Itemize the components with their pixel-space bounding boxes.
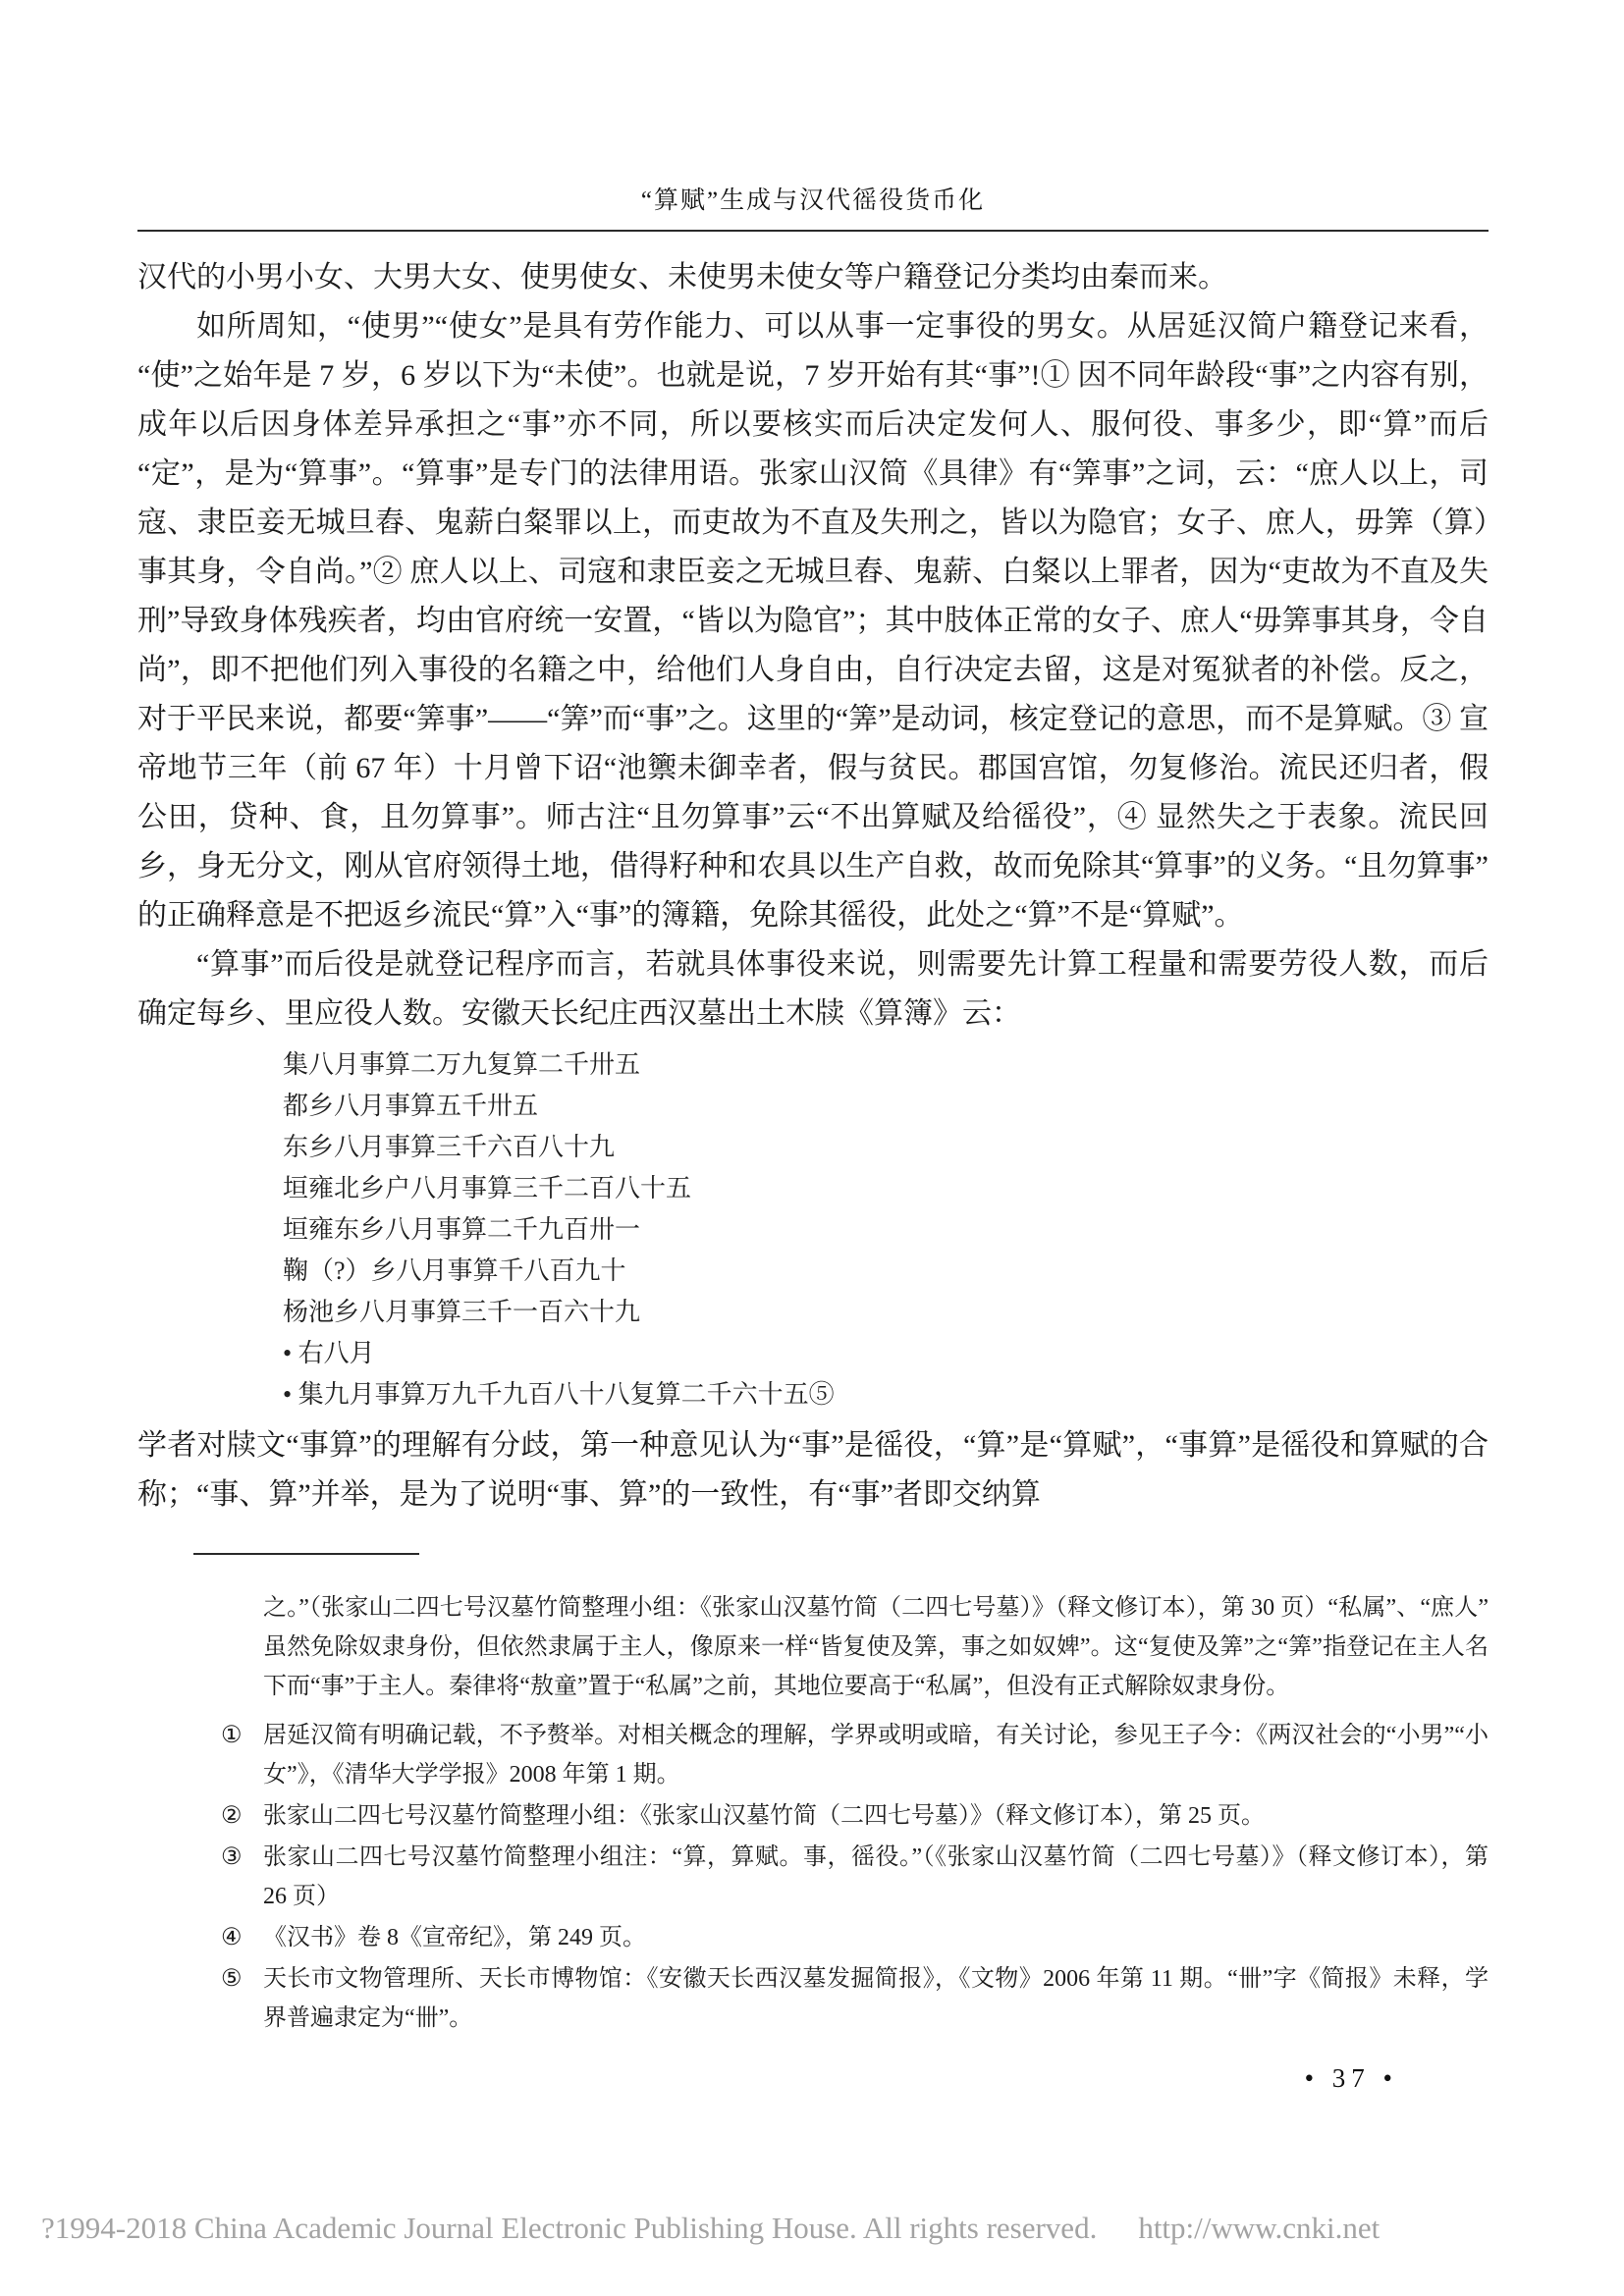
quote-line: • 右八月 [283, 1339, 375, 1367]
watermark-text: ?1994-2018 China Academic Journal Electronic Publishing House. All rights reserved. [41, 2211, 1098, 2245]
footnote-item [137, 1918, 1489, 1957]
quote-line: 垣雍北乡户八月事算三千二百八十五 [283, 1174, 692, 1202]
footnote-list [137, 1716, 1489, 2038]
footnote-marker: ④ [221, 1925, 243, 1950]
footnote-text: 居延汉简有明确记载，不予赘举。对相关概念的理解，学界或明或暗，有关讨论，参见王子今：《两汉社会的“小男”“小女”》，《清华大学学报》2008 年第 1 期。 [263, 1723, 1489, 1788]
watermark-url: http://www.cnki.net [1138, 2211, 1380, 2245]
footnote-text: 《汉书》卷 8《宣帝纪》，第 249 页。 [263, 1925, 646, 1950]
footnote-area [137, 1553, 1489, 2038]
page-content [137, 181, 1489, 2094]
footnote-text: 天长市文物管理所、天长市博物馆：《安徽天长西汉墓发掘简报》，《文物》2006 年第 11 期。“卌”字《简报》未释，学界普遍隶定为“卌”。 [263, 1966, 1489, 2031]
footnote-item [137, 1716, 1489, 1794]
quote-line: 垣雍东乡八月事算二千九百卅一 [283, 1215, 641, 1244]
footnote-item [137, 1838, 1489, 1916]
footnote-marker: ③ [221, 1844, 243, 1870]
cnki-watermark [41, 2211, 1573, 2246]
paragraph-suanshi-intro: “算事”而后役是就登记程序而言，若就具体事役来说，则需要先计算工程量和需要劳役人数，而后确定每乡、里应役人数。安徽天长纪庄西汉墓出土木牍《算簿》云： [137, 948, 1489, 1030]
footnote-continuation: 之。”（张家山二四七号汉墓竹简整理小组：《张家山汉墓竹简（二四七号墓）》（释文修订本），第 30 页）“私属”、“庶人”虽然免除奴隶身份，但依然隶属于主人，像原来一样“皆复使及筭，事之如奴婢”。这“复使及筭”之“筭”指登记在主人名下而“事”于主人。秦律将“敖童”置于“私属”之前，其地位要高于“私属”，但没有正式解除奴隶身份。 [263, 1595, 1489, 1699]
body-text [137, 253, 1489, 1520]
footnote-item [137, 1796, 1489, 1836]
footnote-item [137, 1959, 1489, 2038]
quote-line: 集八月事算二万九复算二千卅五 [283, 1050, 641, 1079]
quote-line: 东乡八月事算三千六百八十九 [283, 1133, 616, 1161]
footnote-marker: ⑤ [221, 1966, 243, 1992]
footnote-marker: ② [221, 1803, 243, 1829]
footnote-separator-rule [193, 1553, 419, 1555]
quote-line: • 集九月事算万九千九百八十八复算二千六十五⑤ [283, 1380, 835, 1409]
quote-line: 杨池乡八月事算三千一百六十九 [283, 1298, 641, 1326]
footnote-marker: ① [221, 1723, 243, 1748]
page-number: • 37 • [1304, 2063, 1398, 2093]
running-header-title: “算赋”生成与汉代徭役货币化 [640, 187, 986, 214]
paragraph-scholars-debate: 学者对牍文“事算”的理解有分歧，第一种意见认为“事”是徭役，“算”是“算赋”，“事算”是徭役和算赋的合称；“事、算”并举，是为了说明“事、算”的一致性，有“事”者即交纳算 [137, 1429, 1489, 1511]
quote-line: 鞠（?）乡八月事算千八百九十 [283, 1256, 626, 1285]
paragraph-continuation: 汉代的小男小女、大男大女、使男使女、未使男未使女等户籍登记分类均由秦而来。 [137, 261, 1227, 294]
footnote-text: 张家山二四七号汉墓竹简整理小组注：“算，算赋。事，徭役。”（《张家山汉墓竹简（二四七号墓）》（释文修订本），第 26 页） [263, 1844, 1489, 1909]
tablet-quote-block [283, 1044, 1489, 1415]
paragraph-shiman-shinv: 如所周知，“使男”“使女”是具有劳作能力、可以从事一定事役的男女。从居延汉简户籍登记来看，“使”之始年是 7 岁，6 岁以下为“未使”。也就是说，7 岁开始有其“事”!① 因不同年龄段“事”之内容有别，成年以后因身体差异承担之“事”亦不同，所以要核实而后决定发何人、服何役、事多少，即“算”而后“定”，是为“算事”。“算事”是专门的法律用语。张家山汉简《具律》有“筭事”之词，云：“庶人以上，司寇、隶臣妾无城旦舂、鬼薪白粲罪以上，而吏故为不直及失刑之，皆以为隐官；女子、庶人，毋筭（算）事其身，令自尚。”② 庶人以上、司寇和隶臣妾之无城旦舂、鬼薪、白粲以上罪者，因为“吏故为不直及失刑”导致身体残疾者，均由官府统一安置，“皆以为隐官”；其中肢体正常的女子、庶人“毋筭事其身，令自尚”，即不把他们列入事役的名籍之中，给他们人身自由，自行决定去留，这是对冤狱者的补偿。反之，对于平民来说，都要“筭事”——“筭”而“事”之。这里的“筭”是动词，核定登记的意思，而不是算赋。③ 宣帝地节三年（前 67 年）十月曾下诏“池籞未御幸者，假与贫民。郡国宫馆，勿复修治。流民还归者，假公田，贷种、食，且勿算事”。师古注“且勿算事”云“不出算赋及给徭役”，④ 显然失之于表象。流民回乡，身无分文，刚从官府领得土地，借得籽种和农具以生产自救，故而免除其“算事”的义务。“且勿算事”的正确释意是不把返乡流民“算”入“事”的簿籍，免除其徭役，此处之“算”不是“算赋”。 [137, 310, 1489, 932]
header-rule [137, 230, 1489, 232]
footnote-text: 张家山二四七号汉墓竹简整理小组：《张家山汉墓竹简（二四七号墓）》（释文修订本），第 25 页。 [263, 1803, 1265, 1829]
quote-line: 都乡八月事算五千卅五 [283, 1092, 539, 1120]
